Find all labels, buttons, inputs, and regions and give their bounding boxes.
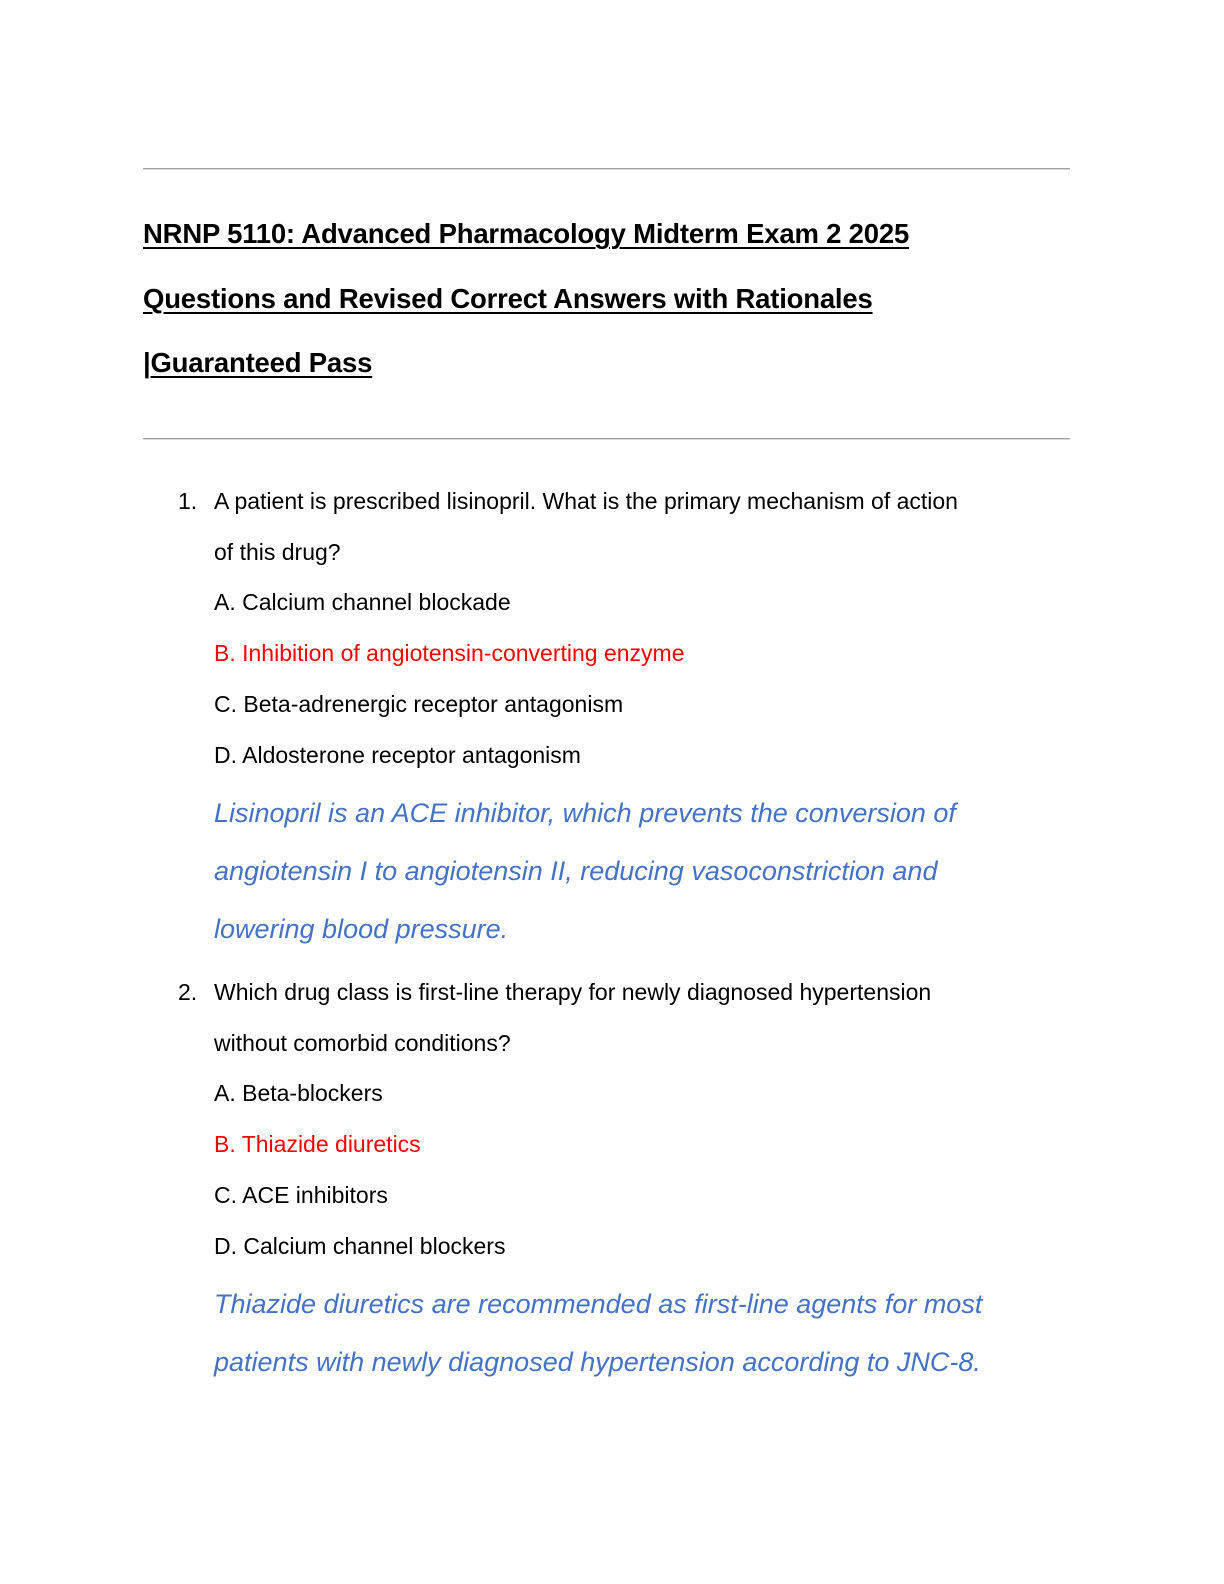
rationale-line: Thiazide diuretics are recommended as first-line agents for most [214,1289,983,1320]
answer-option-c: C. ACE inhibitors [214,1181,388,1208]
question-stem-line: of this drug? [214,538,341,565]
rationale-line: lowering blood pressure. [214,914,509,945]
title-line-1: NRNP 5110: Advanced Pharmacology Midterm Exam 2 2025 [143,218,910,249]
answer-option-a: A. Beta-blockers [214,1080,383,1107]
rationale [143,784,1083,958]
title-line-2: Questions and Revised Correct Answers with Rationales [143,282,873,314]
title-line-3: |Guaranteed Pass [143,347,373,378]
question-stem-line: without comorbid conditions? [214,1029,511,1056]
question-stem-line: 1. A patient is prescribed lisinopril. What is the primary mechanism of action [143,476,1083,527]
rationale-line: Lisinopril is an ACE inhibitor, which prevents the conversion of [214,798,956,829]
question-number: 1. [178,488,198,514]
answer-option-b-correct: B. Thiazide diuretics [214,1131,421,1158]
question-2 [143,967,1083,1391]
answer-option-d: D. Calcium channel blockers [214,1232,506,1259]
rationale-line: angiotensin I to angiotensin II, reducing vasoconstriction and [214,856,938,887]
rationale [143,1275,1083,1391]
answer-option-c: C. Beta-adrenergic receptor antagonism [214,690,624,717]
top-divider [143,168,1070,169]
answer-option-a: A. Calcium channel blockade [214,589,511,616]
question-1 [143,476,1083,958]
document-title [143,202,1083,396]
rationale-line: patients with newly diagnosed hypertension according to JNC-8. [214,1347,981,1378]
answer-option-b-correct: B. Inhibition of angiotensin-converting enzyme [214,640,685,667]
question-number: 2. [178,979,198,1005]
answer-option-d: D. Aldosterone receptor antagonism [214,741,581,768]
bottom-divider [143,438,1070,439]
question-stem-line: 2. Which drug class is first-line therapy for newly diagnosed hypertension [143,967,1083,1018]
